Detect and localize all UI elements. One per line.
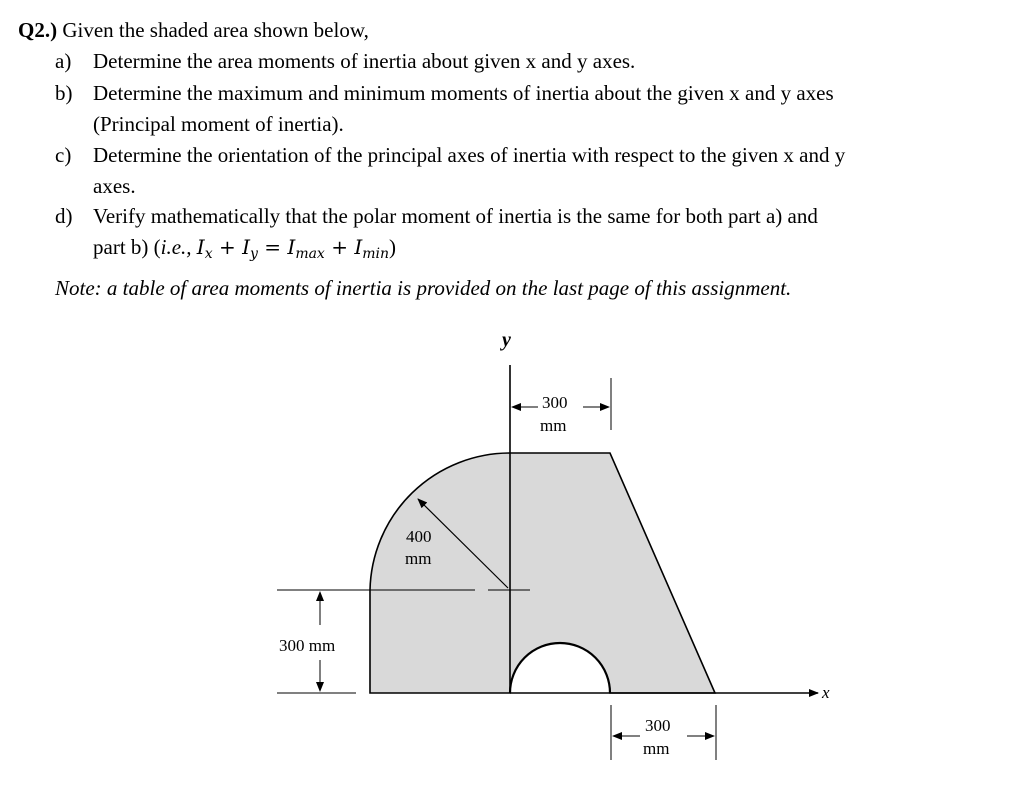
part-c-text-line2: axes.: [93, 174, 136, 198]
part-b-text-line2: (Principal moment of inertia).: [93, 112, 344, 136]
part-b-text-line1: Determine the maximum and minimum moments of inertia about the given x and y axes: [93, 81, 834, 105]
radius-unit: mm: [405, 549, 432, 568]
x-axis-label: x: [822, 683, 830, 702]
assignment-note: Note: a table of area moments of inertia is provided on the last page of this assignment.: [55, 276, 792, 300]
left-dim-label: 300 mm: [279, 636, 336, 655]
part-d-text-line1: Verify mathematically that the polar moment of inertia is the same for both part a) and: [93, 204, 818, 228]
top-dim-value: 300: [542, 393, 568, 412]
formula-close-paren: ): [389, 235, 397, 259]
part-c-text-line1: Determine the orientation of the principal axes of inertia with respect to the given x and y: [93, 143, 846, 167]
part-d-label: d): [55, 204, 73, 228]
part-b-label: b): [55, 81, 73, 105]
part-d-line2-start: part b) (: [93, 235, 161, 259]
bottom-dim-value: 300: [645, 716, 671, 735]
part-c-label: c): [55, 143, 72, 167]
ie-abbreviation: i.e.,: [160, 235, 192, 259]
bottom-dim-unit: mm: [643, 739, 670, 758]
part-a-text: Determine the area moments of inertia about given x and y axes.: [93, 49, 636, 73]
part-a-label: a): [55, 49, 72, 73]
question-number: Q2.): [18, 18, 58, 42]
polar-moment-formula: $I_x + I_y = I_{max} + I_{min}$: [196, 235, 390, 262]
question-intro: Given the shaded area shown below,: [57, 18, 369, 42]
y-axis-label: y: [502, 329, 511, 351]
top-dim-unit: mm: [540, 416, 567, 435]
radius-value: 400: [406, 527, 432, 546]
